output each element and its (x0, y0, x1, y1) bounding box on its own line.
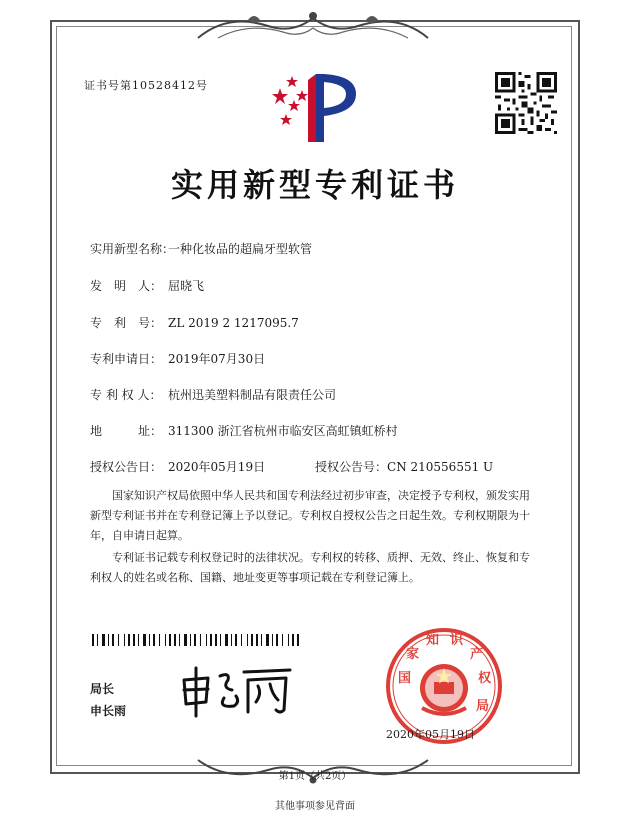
field-grant-number (315, 458, 493, 475)
svg-text:知: 知 (426, 633, 440, 648)
field-value: ZL 2019 2 1217095.7 (168, 316, 299, 330)
legal-status-statement: 专利证书记载专利权登记时的法律状况。专利权的转移、质押、无效、终止、恢复和专利权人的姓名或名称、国籍、地址变更等事项记载在专利登记簿上。 (90, 551, 530, 584)
field-value: 屈晓飞 (168, 279, 205, 293)
field-patentee (90, 386, 336, 403)
svg-text:识: 识 (450, 633, 464, 648)
svg-text:局: 局 (476, 699, 490, 714)
field-label: 专 利 权 人： (90, 388, 162, 402)
field-patent-number (90, 314, 299, 331)
certificate-title: 实用新型专利证书 (170, 166, 459, 204)
certificate-number: 证书号第10528412号 (84, 79, 208, 92)
field-label: 授权公告号： (315, 460, 388, 474)
top-ornament (188, 8, 438, 44)
director-title: 局长 (90, 682, 115, 696)
field-grant-date (90, 458, 265, 475)
back-page-note: 其他事项参见背面 (275, 801, 355, 812)
director-name: 申长雨 (90, 704, 127, 718)
seal-date: 2020年05月19日 (386, 728, 475, 741)
patent-office-logo (272, 70, 358, 146)
field-value: 杭州迅美塑料制品有限责任公司 (168, 388, 337, 402)
qr-code (495, 72, 557, 134)
barcode (92, 634, 302, 646)
field-filing-date (90, 350, 265, 367)
field-inventor (90, 277, 204, 294)
svg-text:国: 国 (398, 671, 412, 686)
field-value: 2019年07月30日 (168, 352, 266, 366)
field-address (90, 422, 398, 439)
field-label: 实用新型名称： (90, 242, 175, 256)
field-utility-model-name (90, 240, 312, 257)
field-value: 311300 浙江省杭州市临安区高虹镇虹桥村 (168, 424, 398, 438)
field-label: 发 明 人： (90, 279, 163, 293)
svg-text:产: 产 (470, 647, 484, 662)
field-value: 2020年05月19日 (168, 460, 266, 474)
handwritten-signature (178, 662, 298, 718)
svg-text:家: 家 (406, 647, 420, 662)
field-value: CN 210556551 U (387, 460, 494, 474)
svg-text:权: 权 (478, 671, 492, 686)
field-label: 专利申请日： (90, 352, 163, 366)
field-label: 地 址： (90, 424, 163, 438)
field-label: 授权公告日： (90, 460, 163, 474)
field-value: 一种化妆品的超扁牙型软管 (168, 242, 313, 256)
field-label: 专 利 号： (90, 316, 163, 330)
grant-statement: 国家知识产权局依照中华人民共和国专利法经过初步审查，决定授予专利权，颁发实用新型专利证书并在专利登记簿上予以登记。专利权自授权公告之日起生效。专利权期限为十年，自申请日起算。 (90, 489, 530, 542)
page-number: 第1页（共2页） (278, 771, 352, 782)
